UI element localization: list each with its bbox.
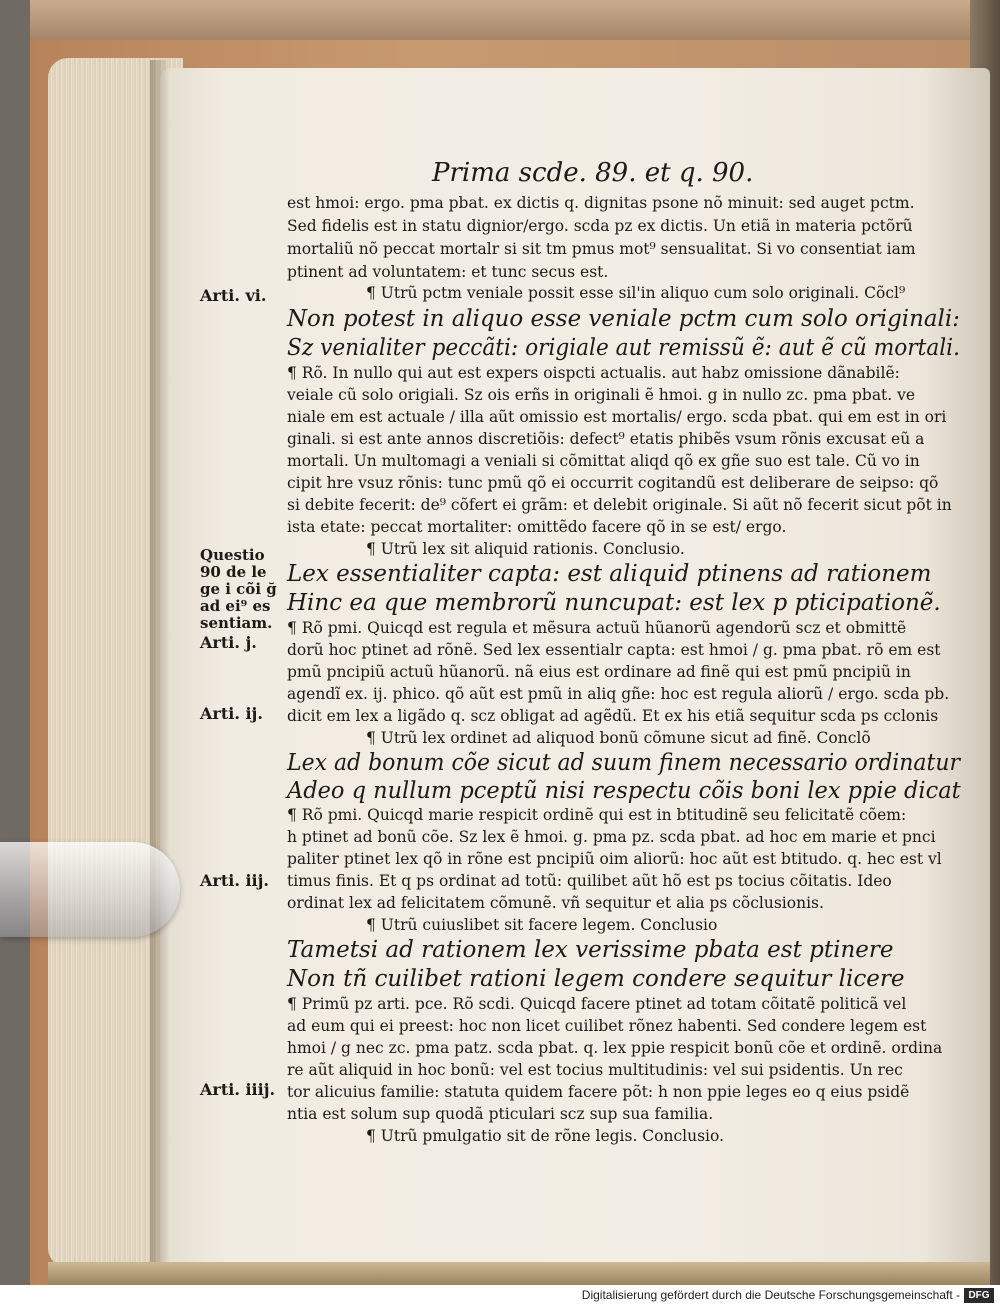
text-line: si debite fecerit: de⁹ cõfert ei grãm: et delebit originale. Si aũt nõ fecerit sicut põt in [287,496,952,514]
text-line: ginali. si est ante annos discretiõis: defect⁹ etatis phibẽs vsum rõnis excusat eũ a [287,430,925,448]
text-line: ¶ Rõ pmi. Quicqd marie respicit ordinẽ qui est in btitudinẽ seu felicitatẽ cõem: [287,806,907,824]
book-bottom-edge [48,1262,990,1285]
conclusion-line: Hinc ea que membrorũ nuncupat: est lex p pticipationẽ. [287,590,941,616]
text-line: h ptinet ad bonũ cõe. Sz lex ẽ hmoi. g. pma pz. scda pbat. ad hoc em marie et pnci [287,828,936,846]
footer-bar [0,1285,1000,1306]
conclusion-line: Non tñ cuilibet rationi legem condere sequitur licere [287,966,905,992]
text-line: ista etate: peccat mortaliter: omittẽdo facere qõ in se est/ ergo. [287,518,787,536]
text-line: pmũ pncipiũ actuũ hũanorũ. nã eius est ordinare ad finẽ qui est pmũ pncipiũ in [287,663,911,681]
text-line: mortaliũ nõ peccat mortalr si sit tm pmus mot⁹ sensualitat. Si vo consentiat iam [287,240,916,258]
text-line: re aũt aliquid in hoc bonũ: vel est tocius multitudinis: vel sui psidentis. Un rec [287,1061,903,1079]
margin-article-3: Arti. iij. [200,871,269,890]
text-line: ¶ Primũ pz arti. pce. Rõ scdi. Quicqd facere ptinet ad totam cõitatẽ politicã vel [287,995,907,1013]
conclusion-line: Tametsi ad rationem lex verissime pbata est ptinere [287,937,894,963]
text-line: tor alicuius familie: statuta quidem facere põt: h non ppie leges eo q eius psidẽ [287,1083,910,1101]
conclusion-line: Lex ad bonum cõe sicut ad suum finem necessario ordinatur [287,750,961,776]
conclusion-line: Non potest in aliquo esse veniale pctm cum solo originali: [287,306,960,332]
text-line: cipit hre vsuz rõnis: tunc pmũ qõ ei occurrit cogitandũ est deliberare de seipso: qõ [287,474,939,492]
margin-article-4: Arti. iiij. [200,1080,276,1099]
running-header: Prima scde. 89. et q. 90. [432,158,754,188]
text-line: Sed fidelis est in statu dignior/ergo. scda pz ex dictis. Un etiã in materia pctõrũ [287,217,913,235]
text-line: ad eum qui ei preest: hoc non licet cuilibet rõnez habenti. Sed condere legem est [287,1017,927,1035]
conclusion-line: Sz venialiter peccãti: origiale aut remissũ ẽ: aut ẽ cũ mortali. [287,335,960,361]
text-line: ¶ Rõ. In nullo qui aut est expers oispcti actualis. aut habz omissione dãnabilẽ: [287,364,900,382]
margin-article-2: Arti. ij. [200,704,263,723]
text-line: ¶ Rõ pmi. Quicqd est regula et mẽsura actuũ hũanorũ agendorũ scz et obmittẽ [287,619,907,637]
text-line: paliter ptinet lex qõ in rõne est pncipiũ oim aliorũ: hoc aũt est btitudo. q. hec est vl [287,850,942,868]
text-line: mortali. Un multomagi a veniali si cõmittat aliqd qõ ex gñe suo est tale. Cũ vo in [287,452,920,470]
text-line: ptinent ad voluntatem: et tunc secus est. [287,263,609,281]
book-cover-top [30,0,1000,40]
conclusion-line: Lex essentialiter capta: est aliquid ptinens ad rationem [287,561,932,587]
text-line: niale em est actuale / illa aũt omissio est mortalis/ ergo. scda pbat. qui em est in ori [287,408,947,426]
question-line: ¶ Utrũ cuiuslibet sit facere legem. Conclusio [366,916,718,934]
text-line: agendĩ ex. ij. phico. qõ aũt est pmũ in aliq gñe: hoc est regula aliorũ / ergo. scda pb. [287,685,950,703]
glass-page-holder [0,842,180,937]
text-line: est hmoi: ergo. pma pbat. ex dictis q. dignitas psone nõ minuit: sed auget pctm. [287,194,915,212]
page-gutter-shadow [150,60,170,1270]
margin-questio-90: Questio 90 de le ge i cõi ğ ad ei⁹ es sentiam. [200,546,277,632]
text-line: ntia est solum sup quodã pticulari scz sup sua familia. [287,1105,714,1123]
text-line: hmoi / g nec zc. pma patz. scda pbat. q. lex ppie respicit bonũ cõe et ordinẽ. ordina [287,1039,943,1057]
funding-credit: Digitalisierung gefördert durch die Deutsche Forschungsgemeinschaft - [581,1288,960,1302]
conclusion-line: Adeo q nullum pceptũ nisi respectu cõis boni lex ppie dicat [287,778,961,804]
text-line: dicit em lex a ligãdo q. scz obligat ad agẽdũ. Et ex his etiã sequitur scda ps cclonis [287,707,939,725]
question-line: ¶ Utrũ lex ordinet ad aliquod bonũ cõmune sicut ad finẽ. Conclõ [366,729,871,747]
margin-article-1: Arti. j. [200,633,257,652]
dfg-logo: DFG [964,1288,994,1303]
question-line: ¶ Utrũ pctm veniale possit esse sil'in aliquo cum solo originali. Cõcl⁹ [366,284,906,302]
question-line: ¶ Utrũ lex sit aliquid rationis. Conclusio. [366,540,685,558]
text-line: dorũ hoc ptinet ad rõnẽ. Sed lex essentialr capta: est hmoi / g. pma pbat. rõ em est [287,641,941,659]
text-line: timus finis. Et q ps ordinat ad totũ: quilibet aũt hõ est ps tocius cõitatis. Ideo [287,872,892,890]
text-line: veiale cũ solo origiali. Sz ois erñs in originali ẽ hmoi. g in nullo zc. pma pbat. ve [287,386,916,404]
text-line: ordinat lex ad felicitatem cõmunẽ. vñ sequitur et alia ps cõclusionis. [287,894,824,912]
question-line: ¶ Utrũ pmulgatio sit de rõne legis. Conclusio. [366,1127,724,1145]
margin-article-6: Arti. vi. [200,286,267,305]
